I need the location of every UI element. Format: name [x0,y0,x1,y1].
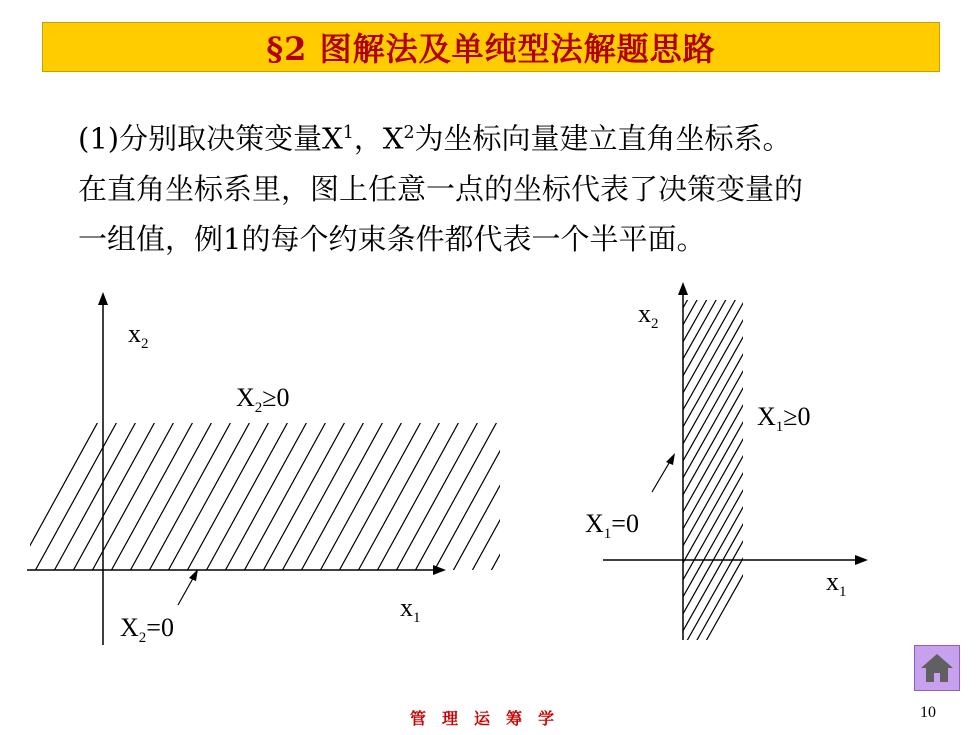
footer-course-title: 管理运筹学 [409,709,570,728]
left-x-arrow-icon [433,565,446,575]
hatch-line [513,400,623,600]
right-y-arrow-icon [678,282,688,295]
line1-sup-1: 1 [342,123,354,143]
left-y-arrow-icon [98,292,108,305]
home-icon [915,646,959,690]
left-pointer-arrow-icon [189,569,198,581]
left-region-label: $X_2\ge 0$ [236,383,290,416]
right-x-axis-label: $x_1$ [826,567,847,600]
hatch-line [670,137,760,297]
home-button[interactable] [914,645,960,691]
left-x-axis-label: $x_1$ [400,593,421,626]
left-boundary-label: $X_2=0$ [120,613,174,646]
right-pointer-arrow-icon [666,453,675,465]
hatch-line [670,120,760,280]
right-region-label: $X_1\ge 0$ [757,402,811,435]
line1-part-c: 为坐标向量建立直角坐标系。 [414,121,792,156]
page-number: 10 [920,704,936,721]
hatch-line [532,400,642,600]
slide-title: §2 图解法及单纯型法解题思路 [266,30,716,68]
right-diagram [585,120,868,705]
line1-part-b: ，X [353,121,404,156]
left-diagram [0,292,661,646]
paragraph-line-3: 一组值，例1的每个约束条件都代表一个半平面。 [78,221,706,256]
hatch-line [551,400,661,600]
line1-part-a: (1)分别取决策变量X [78,121,343,156]
right-y-axis-label: $x_2$ [638,299,659,332]
right-boundary-label: $X_1=0$ [585,509,639,542]
paragraph-line-2: 在直角坐标系里，图上任意一点的坐标代表了决策变量的 [78,171,804,206]
line1-sup-2: 2 [403,123,415,143]
right-x-arrow-icon [855,555,868,565]
hatch-line [494,400,604,600]
left-y-axis-label: $x_2$ [128,319,149,352]
